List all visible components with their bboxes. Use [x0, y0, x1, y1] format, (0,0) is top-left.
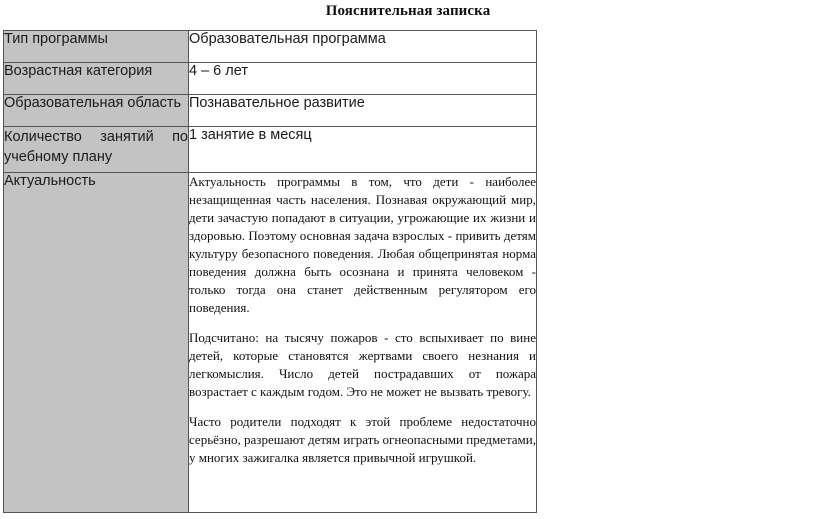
table-row-lesson-count	[4, 127, 537, 173]
label-lesson-count-line1: Количество занятий по	[4, 129, 188, 145]
explanatory-note-table	[3, 30, 537, 513]
value-program-type: Образовательная программа	[189, 31, 537, 63]
value-lesson-count: 1 занятие в месяц	[189, 127, 537, 173]
label-age-category: Возрастная категория	[4, 63, 189, 95]
table-row-relevance	[4, 173, 537, 513]
relevance-paragraph-2: Подсчитано: на тысячу пожаров - сто вспыхивает по вине детей, которые становятся жертвами своего незнания и легкомыслия. Число детей пострадавших от пожара возрастает с каждым годом. Это не может не вызвать тревогу.	[189, 330, 536, 399]
table-row-educational-area	[4, 95, 537, 127]
label-educational-area: Образовательная область	[4, 95, 189, 127]
relevance-paragraph-3: Часто родители подходят к этой проблеме недостаточно серьёзно, разрешают детям играть огнеопасными предметами, у многих зажигалка является привычной игрушкой.	[189, 414, 536, 465]
label-lesson-count-line2: учебному плану	[4, 149, 113, 165]
value-relevance	[189, 173, 537, 513]
label-lesson-count	[4, 127, 189, 173]
value-educational-area: Познавательное развитие	[189, 95, 537, 127]
table-row-program-type	[4, 31, 537, 63]
label-relevance: Актуальность	[4, 173, 189, 513]
table-row-age-category	[4, 63, 537, 95]
relevance-paragraph-1: Актуальность программы в том, что дети - наиболее незащищенная часть населения. Познавая окружающий мир, дети зачастую попадают в ситуации, угрожающие их жизни и здоровью. Поэтому основная задача взрослых - привить детям культуру безопасного поведения. Любая общепринятая норма поведения должна быть осознана и принята человеком - только тогда она станет действенным регулятором его поведения.	[189, 174, 536, 315]
document-title: Пояснительная записка	[325, 3, 491, 19]
label-program-type: Тип программы	[4, 31, 189, 63]
value-age-category: 4 – 6 лет	[189, 63, 537, 95]
